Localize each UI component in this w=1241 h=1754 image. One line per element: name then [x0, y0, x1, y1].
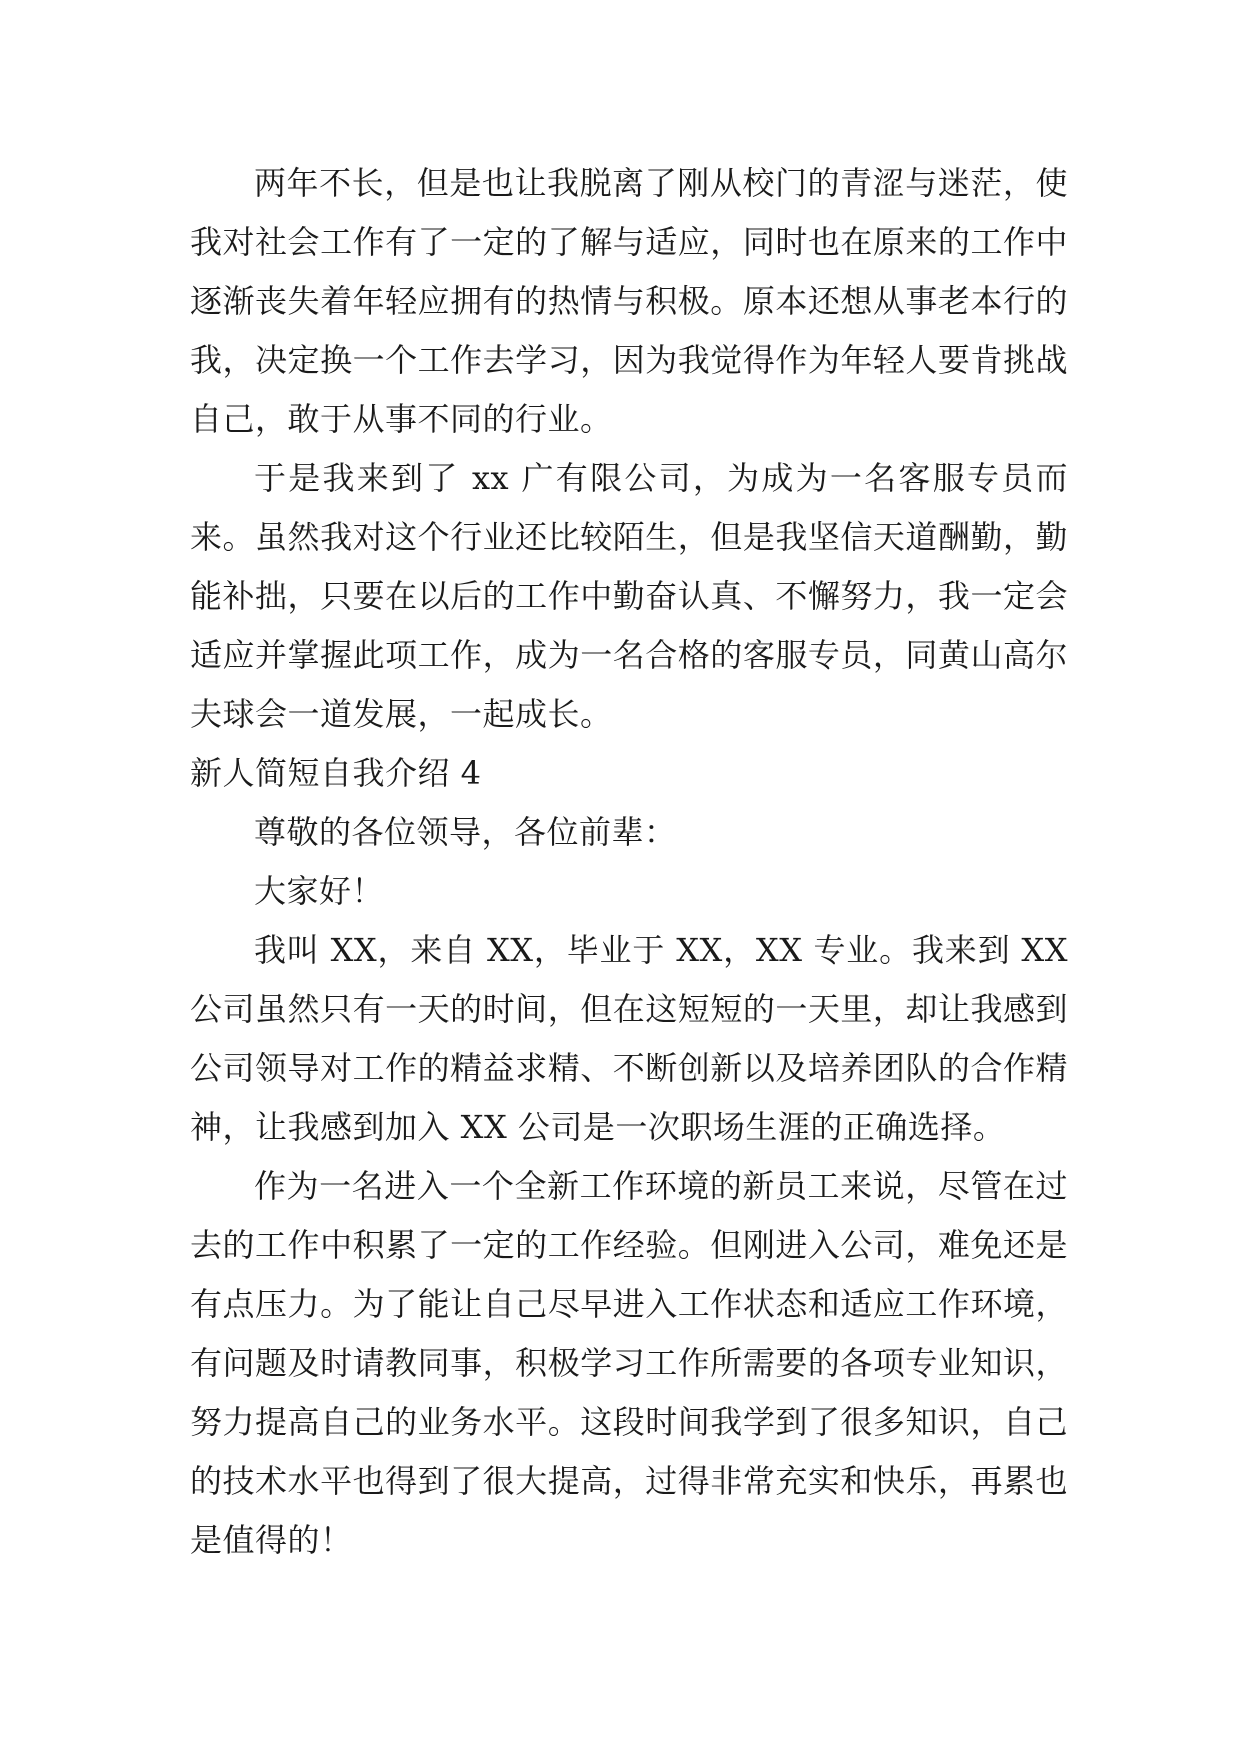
document-body [190, 154, 1068, 1570]
paragraph-salutation: 尊敬的各位领导，各位前辈： [254, 813, 677, 851]
paragraph-intro-years: 两年不长，但是也让我脱离了刚从校门的青涩与迷茫，使我对社会工作有了一定的了解与适应，同时也在原来的工作中逐渐丧失着年轻应拥有的热情与积极。原本还想从事老本行的我，决定换一个工作去学习，因为我觉得作为年轻人要肯挑战自己，敢于从事不同的行业。 [190, 164, 1068, 438]
paragraph-greeting: 大家好！ [254, 872, 385, 910]
paragraph-self-intro: 我叫 XX，来自 XX，毕业于 XX，XX 专业。我来到 XX 公司虽然只有一天的时间，但在这短短的一天里，却让我感到公司领导对工作的精益求精、不断创新以及培养团队的合作精神，让我感到加入 XX 公司是一次职场生涯的正确选择。 [190, 931, 1068, 1146]
paragraph-new-employee: 作为一名进入一个全新工作环境的新员工来说，尽管在过去的工作中积累了一定的工作经验。但刚进入公司，难免还是有点压力。为了能让自己尽早进入工作状态和适应工作环境，有问题及时请教同事，积极学习工作所需要的各项专业知识，努力提高自己的业务水平。这段时间我学到了很多知识，自己的技术水平也得到了很大提高，过得非常充实和快乐，再累也是值得的！ [190, 1167, 1068, 1559]
paragraph-company-join: 于是我来到了 xx 广有限公司，为成为一名客服专员而来。虽然我对这个行业还比较陌生，但是我坚信天道酬勤，勤能补拙，只要在以后的工作中勤奋认真、不懈努力，我一定会适应并掌握此项工作，成为一名合格的客服专员，同黄山高尔夫球会一道发展，一起成长。 [190, 459, 1068, 733]
section-title: 新人简短自我介绍 4 [190, 754, 482, 792]
